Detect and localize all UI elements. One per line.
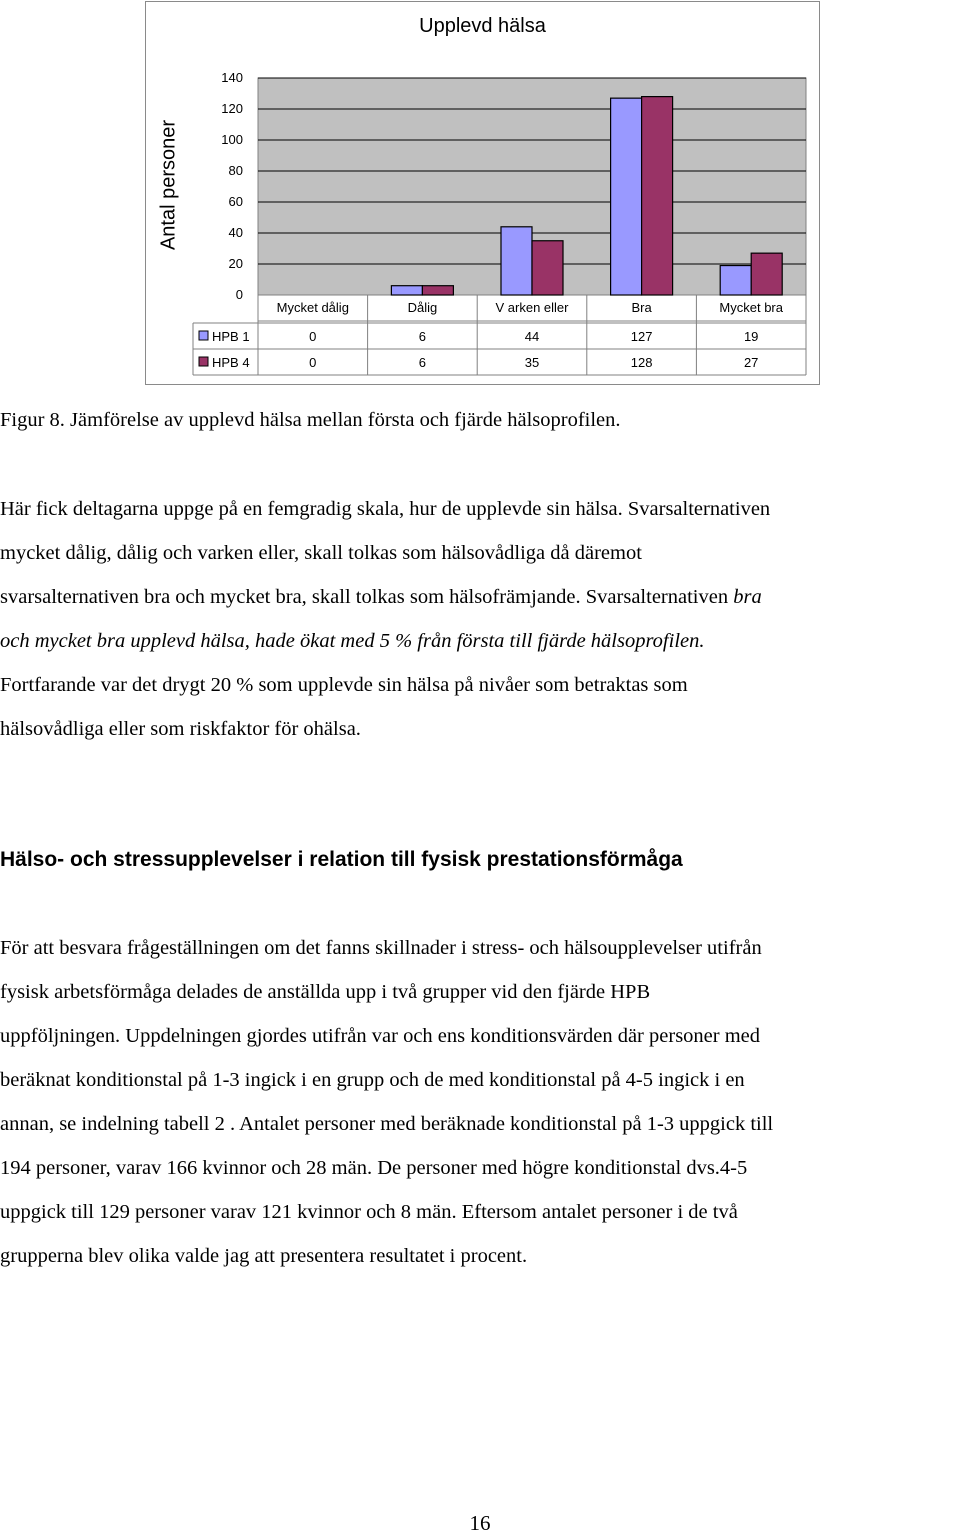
y-tick-label: 40 — [228, 225, 243, 240]
bar-hpb-1 — [501, 227, 532, 295]
text-line: beräknat konditionstal på 1-3 ingick i en grupp och de med konditionstal på 4-5 ingick i en — [0, 1069, 745, 1091]
bar-chart — [146, 2, 819, 384]
text-line: Här fick deltagarna uppge på en femgradig skala, hur de upplevde sin hälsa. Svarsalternativen — [0, 498, 771, 520]
bar-hpb-1 — [391, 286, 422, 295]
bar-hpb-4 — [422, 286, 453, 295]
text-line: mycket dålig, dålig och varken eller, skall tolkas som hälsovådliga då däremot — [0, 542, 642, 564]
y-tick-label: 140 — [221, 70, 243, 85]
text-line: annan, se indelning tabell 2 . Antalet personer med beräknade konditionstal på 1-3 uppgick till — [0, 1113, 774, 1135]
x-category-label: Mycket dålig — [276, 300, 349, 315]
y-tick-label: 20 — [228, 256, 243, 271]
page-number: 16 — [469, 1511, 491, 1535]
section-heading: Hälso- och stressupplevelser i relation till fysisk prestationsförmåga — [0, 848, 683, 871]
legend-swatch — [199, 357, 208, 366]
italic-text: och mycket bra upplevd hälsa, hade ökat med 5 % från första till fjärde hälsoprofilen. — [0, 630, 705, 652]
text-line: hälsovådliga eller som riskfaktor för ohälsa. — [0, 718, 361, 740]
data-value-label: 19 — [743, 329, 759, 344]
italic-text: bra — [733, 586, 762, 608]
data-value-label: 27 — [743, 355, 759, 370]
text-segment: svarsalternativen bra och mycket bra, skall tolkas som hälsofrämjande. Svarsalternativen — [0, 586, 734, 608]
y-axis-label: Antal personer — [157, 119, 180, 251]
x-category-label: Bra — [631, 300, 652, 315]
legend-label: HPB 4 — [212, 355, 250, 370]
text-line: För att besvara frågeställningen om det fanns skillnader i stress- och hälsoupplevelser utifrån — [0, 937, 762, 959]
y-tick-label: 100 — [221, 132, 243, 147]
x-category-label: Mycket bra — [719, 300, 783, 315]
text-line — [0, 619, 960, 663]
y-tick-label: 80 — [228, 163, 243, 178]
bar-hpb-4 — [642, 97, 673, 295]
data-value-label: 44 — [524, 329, 540, 344]
bar-hpb-1 — [720, 266, 751, 295]
text-line: fysisk arbetsförmåga delades de anställda upp i två grupper vid den fjärde HPB — [0, 981, 651, 1003]
x-category-label: V arken eller — [495, 300, 569, 315]
bar-hpb-4 — [532, 241, 563, 295]
text-line: uppföljningen. Uppdelningen gjordes utifrån var och ens konditionsvärden där personer med — [0, 1025, 761, 1047]
text-line: grupperna blev olika valde jag att presentera resultatet i procent. — [0, 1245, 528, 1267]
data-value-label: 6 — [418, 329, 427, 344]
data-value-label: 6 — [418, 355, 427, 370]
text-line: 194 personer, varav 166 kvinnor och 28 män. De personer med högre konditionstal dvs.4-5 — [0, 1157, 748, 1179]
paragraph-health-scale — [0, 487, 960, 751]
text-line: Fortfarande var det drygt 20 % som upplevde sin hälsa på nivåer som betraktas som — [0, 674, 688, 696]
text-line: uppgick till 129 personer varav 121 kvinnor och 8 män. Eftersom antalet personer i de två — [0, 1201, 738, 1223]
paragraph-fitness-groups — [0, 926, 960, 1278]
y-tick-label: 0 — [235, 287, 243, 302]
data-value-label: 128 — [630, 355, 653, 370]
legend-swatch — [199, 331, 208, 340]
text-line — [0, 575, 960, 619]
data-value-label: 0 — [309, 329, 317, 344]
legend-label: HPB 1 — [212, 329, 250, 344]
figure-caption: Figur 8. Jämförelse av upplevd hälsa mellan första och fjärde hälsoprofilen. — [0, 409, 621, 431]
bar-hpb-4 — [751, 253, 782, 295]
data-value-label: 35 — [524, 355, 540, 370]
x-category-label: Dålig — [407, 300, 438, 315]
bar-hpb-1 — [611, 98, 642, 295]
y-tick-label: 60 — [228, 194, 243, 209]
chart-title: Upplevd hälsa — [419, 15, 546, 37]
data-value-label: 0 — [309, 355, 317, 370]
data-value-label: 127 — [630, 329, 653, 344]
chart-container — [145, 1, 820, 385]
y-tick-label: 120 — [221, 101, 243, 116]
